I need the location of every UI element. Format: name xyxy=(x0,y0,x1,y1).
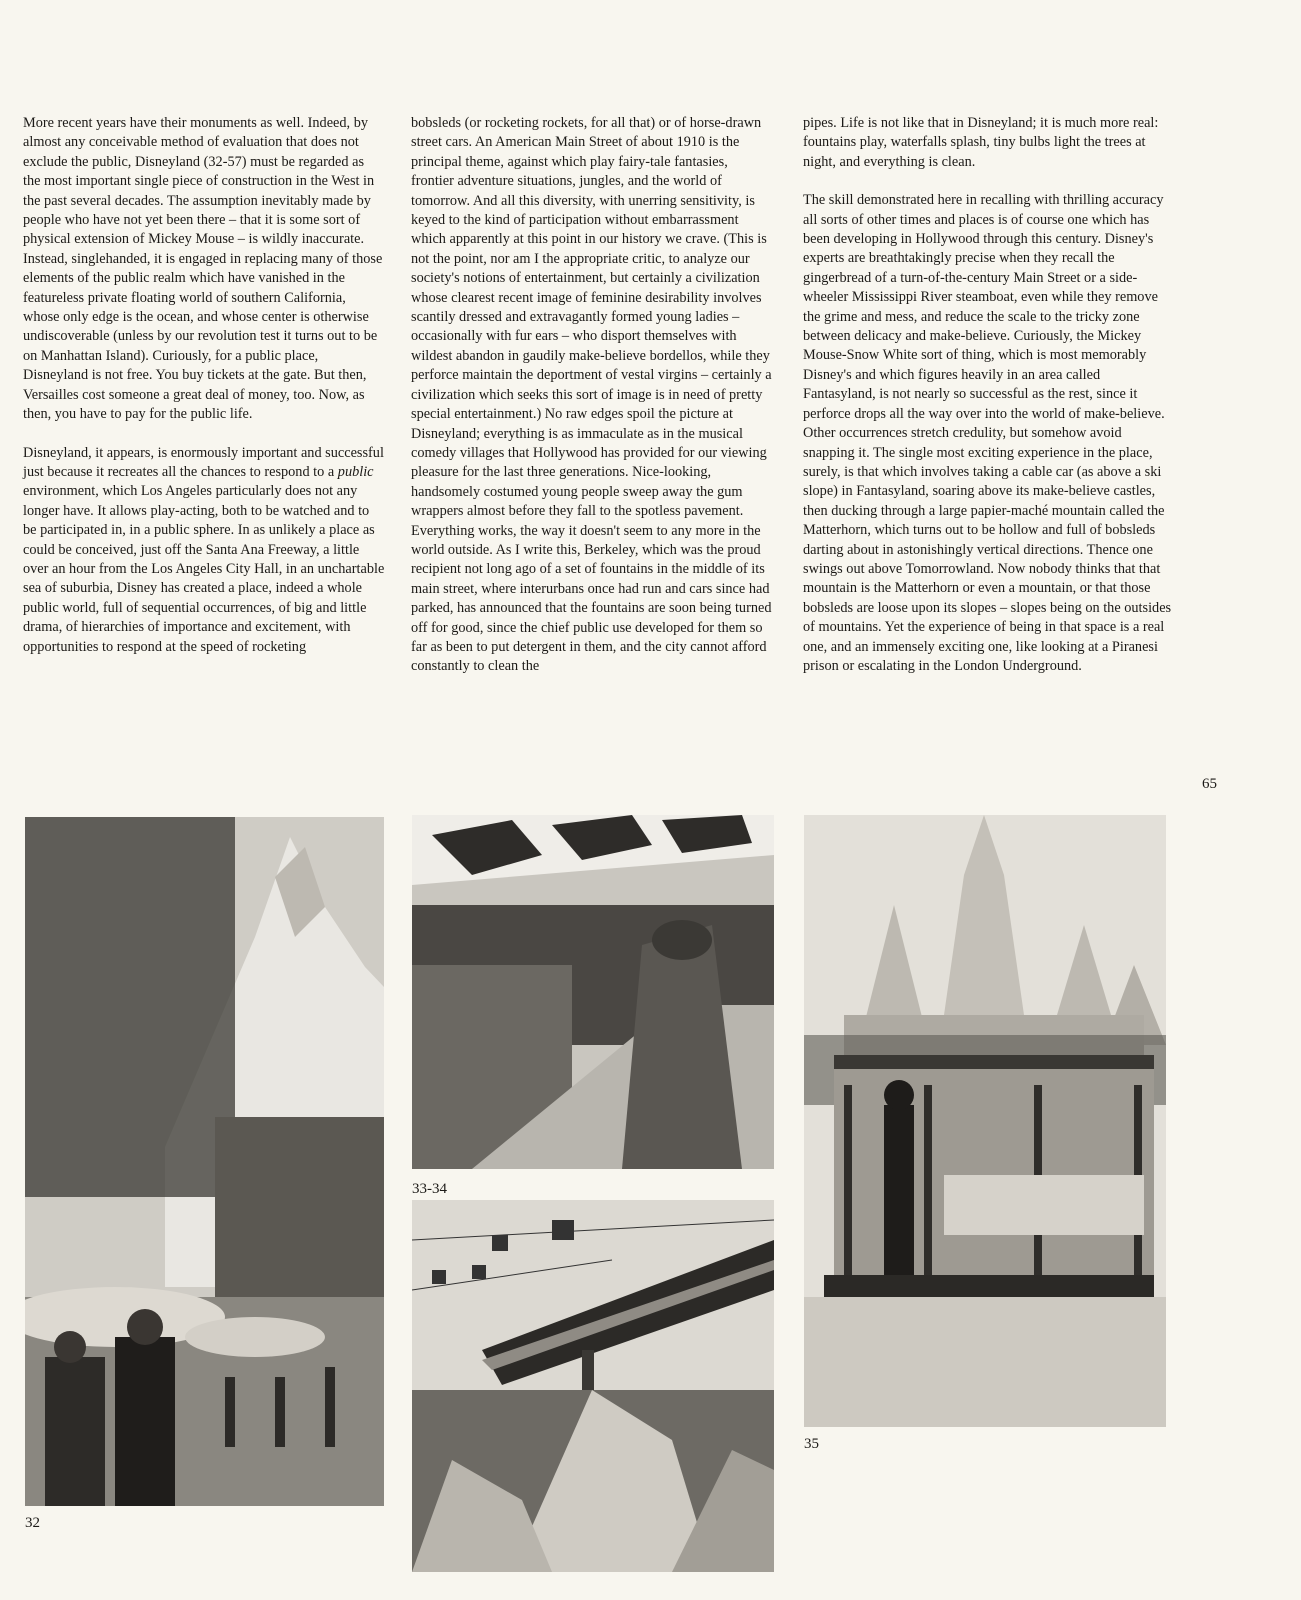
text-column-1 xyxy=(23,114,385,676)
paragraph: More recent years have their monuments as well. Indeed, by almost any conceivable method of evaluation that does not exclude the public, Disneyland (32-57) must be regarded as the most important single piece of construction in the West in the past several decades. The assumption inevitably made by people who have not yet been there – that it is some sort of physical extension of Mickey Mouse – is wildly inaccurate. Instead, singlehanded, it is engaged in replacing many of those elements of the public realm which have vanished in the featureless private floating world of southern California, whose only edge is the ocean, and whose center is otherwise undiscoverable (unless by our revolution test it turns out to be on Manhattan Island). Curiously, for a public place, Disneyland is not free. You buy tickets at the gate. But then, Versailles cost someone a great deal of money, too. Now, as then, you have to pay for the public life. xyxy=(23,115,383,423)
text-column-2 xyxy=(411,114,773,696)
paragraph: pipes. Life is not like that in Disneyland; it is much more real: fountains play, waterfalls splash, tiny bulbs light the trees at night, and everything is clean. xyxy=(803,115,1159,170)
photo-matterhorn xyxy=(25,817,384,1506)
text-column-3 xyxy=(803,114,1175,695)
caption-33-34: 33-34 xyxy=(412,1181,447,1197)
photo-castle-tram xyxy=(804,815,1166,1427)
paragraph-text: Disneyland, it appears, is enormously important and successful just because it recreates all the chances to respond to a xyxy=(23,444,384,480)
paragraph: The skill demonstrated here in recalling with thrilling accuracy all sorts of other times and places is of course one which has been developing in Hollywood through this century. Disney's experts are breathtakingly precise when they recall the gingerbread of a turn-of-the-century Main Street or a side-wheeler Mississippi River steamboat, even while they remove the grime and mess, and reduce the scale to the tricky zone between delicacy and make-believe. Curiously, the Mickey Mouse-Snow White sort of thing, which is most memorably Disney's and which figures heavily in an area called Fantasyland, is not nearly so successful as the rest, since it perforce drops all the way over into the world of make-believe. Other occurrences stretch credulity, but somehow avoid snapping it. The single most exciting experience in the place, surely, is that which involves taking a cable car (as above a ski slope) in Fantasyland, soaring above its make-believe castles, then ducking through a large papier-maché mountain called the Matterhorn, which turns out to be hollow and full of bobsleds darting about in astonishingly vertical directions. Thence one swings out above Tomorrowland. Now nobody thinks that that mountain is the Matterhorn or even a mountain, or that those bobsleds are loose upon its slopes – slopes being on the outsides of mountains. Yet the experience of being in that space is a real one, and an immensely exciting one, like looking at a Piranesi prison or escalating in the London Underground. xyxy=(803,192,1172,674)
caption-32: 32 xyxy=(25,1515,40,1531)
skyway-monorail-image xyxy=(412,1200,774,1572)
paragraph-text: environment, which Los Angeles particularly does not any longer have. It allows play-acting, both to be watched and to be participated in, in a public sphere. In as unlikely a place as could be conceived, just off the Santa Ana Freeway, a little over an hour from the Los Angeles City Hall, in an unchartable sea of suburbia, Disney has created a place, indeed a whole public world, full of sequential occurrences, of big and little drama, of hierarchies of importance and excitement, with opportunities to respond at the speed of rocketing xyxy=(23,483,385,655)
castle-tram-image xyxy=(804,815,1166,1427)
paragraph xyxy=(23,444,385,657)
photo-crowd-stairs xyxy=(412,815,774,1169)
crowd-stairs-image xyxy=(412,815,774,1169)
page-number: 65 xyxy=(1202,776,1217,792)
paragraph: bobsleds (or rocketing rockets, for all that) or of horse-drawn street cars. An American Main Street of about 1910 is the principal theme, against which play fairy-tale fantasies, frontier adventure situations, jungles, and the world of tomorrow. And all this diversity, with unerring sensitivity, is keyed to the kind of participation without embarrassment which apparently at this point in our history we crave. (This is not the point, nor am I the appropriate critic, to analyze our society's notions of entertainment, but certainly a civilization whose clearest recent image of feminine desirability involves scantily dressed and extravagantly formed young ladies – occasionally with fur ears – who disport themselves with wildest abandon in gaudily make-believe bordellos, while they perforce maintain the deportment of vestal virgins – certainly a civilization which seeks this sort of image is in need of pretty special entertainment.) No raw edges spoil the picture at Disneyland; everything is as immaculate as in the musical comedy villages that Hollywood has provided for our viewing pleasure for the last three generations. Nice-looking, handsomely costumed young people sweep away the gum wrappers almost before they fall to the spotless pavement. Everything works, the way it doesn't seem to any more in the world outside. As I write this, Berkeley, which was the proud recipient not long ago of a set of fountains in the middle of its main street, where interurbans once had run and cars since had parked, has announced that the fountains are soon being turned off for good, since the chief public use developed for them so far as been to put detergent in them, and the city cannot afford constantly to clean the xyxy=(411,115,772,675)
caption-35: 35 xyxy=(804,1436,819,1452)
photo-skyway-monorail xyxy=(412,1200,774,1572)
matterhorn-image xyxy=(25,817,384,1506)
italic-word: public xyxy=(337,463,374,480)
